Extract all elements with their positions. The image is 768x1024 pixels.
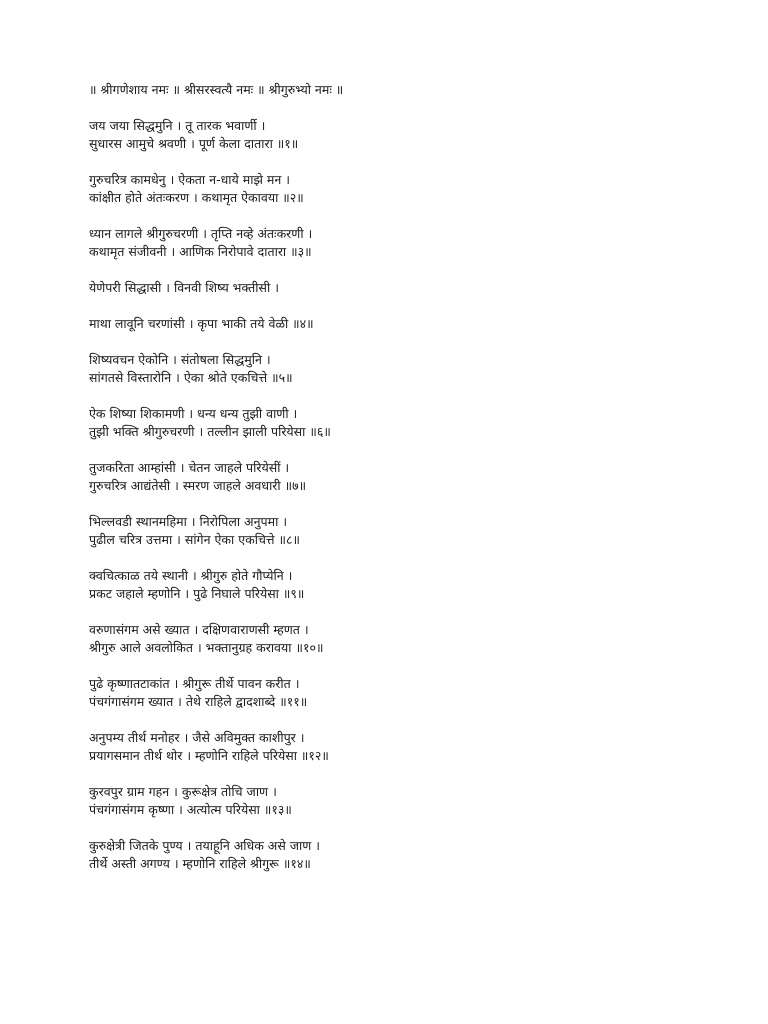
verse-stanza — [89, 279, 709, 297]
verse-line: गुरुचरित्र आद्यंतेसी । स्मरण जाहले अवधारी ॥७॥ — [89, 478, 307, 493]
verse-line: श्रीगुरु आले अवलोकित । भक्तानुग्रह करावया ॥१०॥ — [89, 640, 324, 655]
verse-line: ऐक शिष्या शिकामणी । धन्य धन्य तुझी वाणी । — [89, 406, 298, 421]
verse-stanza — [89, 351, 709, 387]
verse-stanza — [89, 567, 709, 603]
verse-stanza — [89, 513, 709, 549]
verse-stanza — [89, 837, 709, 873]
verse-line: तीर्थे अस्ती अगण्य । म्हणोनि राहिले श्रीगुरू ॥१४॥ — [89, 856, 311, 871]
verse-stanza — [89, 783, 709, 819]
verse-line: वरुणासंगम असे ख्यात । दक्षिणवाराणसी म्हणत । — [89, 622, 309, 637]
verse-stanza — [89, 459, 709, 495]
invocation-heading: ॥ श्रीगणेशाय नमः ॥ श्रीसरस्वत्यै नमः ॥ श्रीगुरुभ्यो नमः ॥ — [89, 82, 344, 97]
verse-line: प्रकट जहाले म्हणोनि । पुढे निघाले परियेसा ॥९॥ — [89, 586, 305, 601]
verse-line: पुढे कृष्णातटाकांत । श्रीगुरू तीर्थे पावन करीत । — [89, 676, 300, 691]
verse-line: कुरवपुर ग्राम गहन । कुरूक्षेत्र तोचि जाण । — [89, 784, 277, 799]
verse-stanza — [89, 117, 709, 153]
verse-line: पंचगंगासंगम ख्यात । तेथे राहिले द्वादशाब्दे ॥११॥ — [89, 694, 308, 709]
verse-line: भिल्लवडी स्थानमहिमा । निरोपिला अनुपमा । — [89, 514, 288, 529]
verse-line: जय जया सिद्धमुनि । तू तारक भवार्णी । — [89, 118, 266, 133]
verse-line: प्रयागसमान तीर्थ थोर । म्हणोनि राहिले परियेसा ॥१२॥ — [89, 748, 329, 763]
verse-line: शिष्यवचन ऐकोनि । संतोषला सिद्धमुनि । — [89, 352, 271, 367]
verse-stanza — [89, 315, 709, 333]
verse-list — [89, 117, 709, 873]
verse-stanza — [89, 225, 709, 261]
verse-line: पंचगंगासंगम कृष्णा । अत्योत्म परियेसा ॥१३॥ — [89, 802, 292, 817]
verse-line: कथामृत संजीवनी । आणिक निरोपावे दातारा ॥३॥ — [89, 244, 312, 259]
verse-line: क्वचित्काळ तये स्थानी । श्रीगुरु होते गौप्येनि । — [89, 568, 293, 583]
verse-line: कांक्षीत होते अंतःकरण । कथामृत ऐकावया ॥२॥ — [89, 190, 304, 205]
verse-line: येणेपरी सिद्धासी । विनवी शिष्य भक्तीसी । — [89, 280, 279, 295]
verse-line: ध्यान लागले श्रीगुरुचरणी । तृप्ति नव्हे अंतःकरणी । — [89, 226, 313, 241]
verse-line: गुरुचरित्र कामधेनु । ऐकता न-धाये माझे मन । — [89, 172, 290, 187]
verse-line: तुजकरिता आम्हांसी । चेतन जाहले परियेसीं । — [89, 460, 290, 475]
verse-line: सुधारस आमुचे श्रवणी । पूर्ण केला दातारा ॥१॥ — [89, 136, 299, 151]
document-text — [89, 80, 709, 891]
verse-stanza — [89, 171, 709, 207]
verse-stanza — [89, 729, 709, 765]
verse-line: पुढील चरित्र उत्तमा । सांगेन ऐका एकचित्ते ॥८॥ — [89, 532, 301, 547]
verse-stanza — [89, 675, 709, 711]
verse-line: अनुपम्य तीर्थ मनोहर । जैसे अविमुक्त काशीपुर । — [89, 730, 305, 745]
verse-line: कुरुक्षेत्री जितके पुण्य । तयाहूनि अधिक असे जाण । — [89, 838, 321, 853]
verse-line: सांगतसे विस्तारोनि । ऐका श्रोते एकचित्ते ॥५॥ — [89, 370, 293, 385]
verse-line: तुझी भक्ति श्रीगुरुचरणी । तल्लीन झाली परियेसा ॥६॥ — [89, 424, 331, 439]
verse-stanza — [89, 621, 709, 657]
verse-line: माथा लावूनि चरणांसी । कृपा भाकी तये वेळी ॥४॥ — [89, 316, 314, 331]
verse-stanza — [89, 405, 709, 441]
